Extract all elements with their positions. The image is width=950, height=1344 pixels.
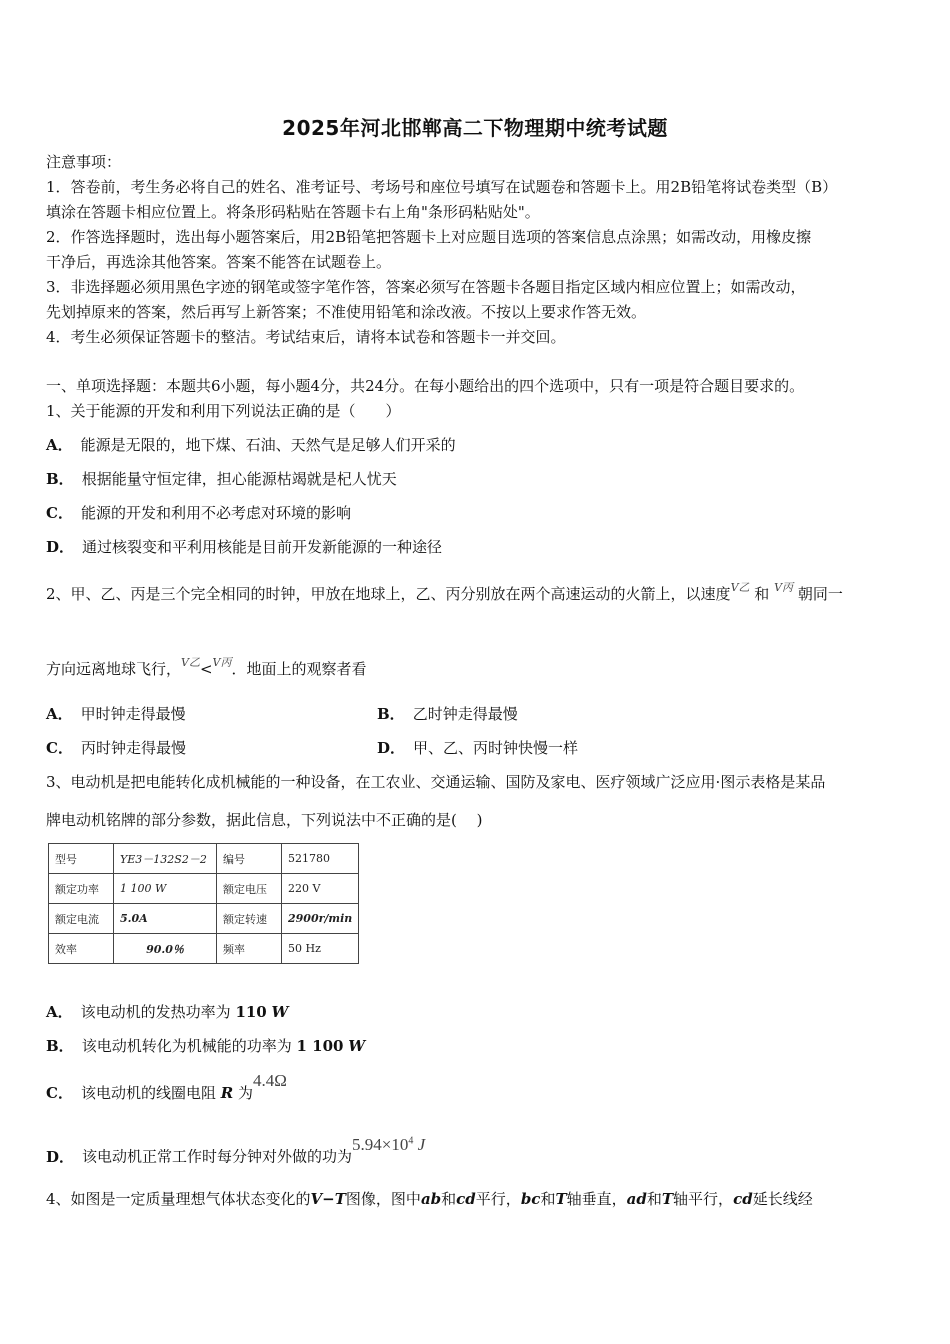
q4-p3: 和 [441,1190,457,1208]
q4-cd2: cd [733,1190,753,1208]
option-text: 丙时钟走得最慢 [80,739,186,757]
table-row [49,874,359,904]
notice-line-4: 干净后，再选涂其他答案。答案不能答在试题卷上。 [46,253,392,271]
q4-p5: 和 [540,1190,556,1208]
option-label: B． [46,470,74,488]
q2-v-bing: V丙 [774,581,794,594]
notice-line-5: 3．非选择题必须用黑色字迹的钢笔或签字笔作答，答案必须写在答题卡各题目指定区域内相应位置上；如需改动， [46,278,806,296]
table-cell: 型号 [49,844,114,874]
q4-p2: 图像，图中 [345,1190,421,1208]
formula-exp: 4 [408,1135,414,1146]
table-cell: 5.0A [114,904,217,934]
q2-v-yi-2: V乙 [181,656,200,669]
option-text: 该电动机正常工作时每分钟对外做的功为 [82,1147,353,1166]
q4-p4: 平行， [475,1190,521,1208]
formula-unit: J [417,1134,426,1154]
option-value: 110 [235,1003,267,1021]
q2-lt: < [199,660,213,678]
option-text: 甲时钟走得最慢 [80,705,186,723]
notice-line-1: 1．答卷前，考生务必将自己的姓名、准考证号、考场号和座位号填写在试题卷和答题卡上。用2B铅笔将试卷类型（B） [46,178,838,196]
q4-p9: 延长线经 [752,1190,813,1208]
formula-base: 5.94×10 [352,1134,409,1154]
option-text: 乙时钟走得最慢 [412,705,518,723]
q2-v-bing-2: V丙 [212,656,232,669]
q1-option-b [46,469,397,489]
q4-ad: ad [626,1190,647,1208]
option-label: C． [46,739,73,757]
q2-stem-part1: 2、甲、乙、丙是三个完全相同的时钟，甲放在地球上，乙、丙分别放在两个高速运动的火箭上，以速度 [46,585,731,603]
option-unit: W [348,1037,366,1055]
table-row [49,844,359,874]
option-text2: 为 [238,1084,254,1102]
q1-option-d [46,537,442,557]
q4-p7: 和 [646,1190,662,1208]
table-cell: 频率 [217,934,282,964]
q3-d-formula [352,1135,425,1154]
q3-option-c [46,1071,287,1103]
motor-spec-table [48,843,359,964]
option-label: C． [46,1084,73,1102]
option-text: 能源是无限的，地下煤、石油、天然气是足够人们开采的 [80,436,456,454]
q2-and: 和 [754,585,770,603]
option-text: 根据能量守恒定律，担心能源枯竭就是杞人忧天 [81,470,397,488]
section1-heading: 一、单项选择题：本题共6小题，每小题4分，共24分。在每小题给出的四个选项中，只有一项是符合题目要求的。 [46,377,805,395]
notice-line-7: 4．考生必须保证答题卡的整洁。考试结束后，请将本试卷和答题卡一并交回。 [46,328,566,346]
option-label: B． [46,1037,74,1055]
notice-line-6: 先划掉原来的答案，然后再写上新答案；不准使用铅笔和涂改液。不按以上要求作答无效。 [46,303,647,321]
q4-p1: 4、如图是一定质量理想气体状态变化的 [46,1190,311,1208]
table-cell: 额定电流 [49,904,114,934]
option-value: 1 100 [296,1037,344,1055]
table-cell: 1 100 W [114,874,217,904]
q1-stem: 1、关于能源的开发和利用下列说法正确的是（ ） [46,402,401,420]
q2-option-c [46,738,186,758]
table-row [49,904,359,934]
table-cell: 额定转速 [217,904,282,934]
notice-line-3: 2．作答选择题时，选出每小题答案后，用2B铅笔把答题卡上对应题目选项的答案信息点涂黑；如需改动，用橡皮擦 [46,228,812,246]
option-label: D． [46,1147,75,1166]
option-label: C． [46,504,73,522]
q4-p6: 轴垂直， [566,1190,627,1208]
option-text: 该电动机的发热功率为 [80,1003,231,1021]
table-cell: 编号 [217,844,282,874]
option-text: 通过核裂变和平利用核能是目前开发新能源的一种途径 [82,538,443,556]
q2-option-b [377,704,518,724]
q2-option-d [377,738,578,758]
option-unit: W [271,1003,289,1021]
table-cell: 90.0％ [114,934,217,964]
q4-t1: T [555,1190,567,1208]
q4-cd: cd [456,1190,476,1208]
q2-v-yi: V乙 [730,581,750,594]
q3-stem-line-1: 3、电动机是把电能转化成机械能的一种设备，在工农业、交通运输、国防及家电、医疗领域广泛应用·图示表格是某品 [46,773,826,791]
option-label: B． [377,705,405,723]
notice-heading: 注意事项： [46,153,122,171]
q1-option-c [46,503,351,523]
option-text: 能源的开发和利用不必考虑对环境的影响 [80,504,351,522]
page-title: 2025年河北邯郸高二下物理期中统考试题 [282,116,668,140]
q3-option-b [46,1036,365,1056]
q3-c-formula: 4.4Ω [253,1071,287,1090]
q4-ab: ab [420,1190,442,1208]
table-cell: 220 V [282,874,359,904]
option-label: D． [377,739,406,757]
table-row [49,934,359,964]
q4-p8: 轴平行， [673,1190,734,1208]
option-text: 甲、乙、丙时钟快慢一样 [413,739,579,757]
q2-option-a [46,704,186,724]
q2-stem-line-1 [46,581,843,606]
option-label: D． [46,538,75,556]
option-text: 该电动机的线圈电阻 [80,1084,216,1102]
table-cell: 效率 [49,934,114,964]
q1-option-a [46,435,456,455]
option-text: 该电动机转化为机械能的功率为 [81,1037,292,1055]
notice-line-2: 填涂在答题卡相应位置上。将条形码粘贴在答题卡右上角"条形码粘贴处"。 [46,203,540,221]
option-label: A． [46,705,73,723]
table-cell: 50 Hz [282,934,359,964]
option-label: A． [46,436,73,454]
table-cell: 额定电压 [217,874,282,904]
q4-stem-line-1 [46,1189,813,1209]
q4-t2: T [661,1190,674,1208]
q2-stem-part2: 朝同一 [797,585,843,603]
q2-stem-line2-b: ．地面上的观察者看 [231,660,367,678]
table-cell: 521780 [282,844,359,874]
table-cell: YE3－132S2－2 [114,844,217,874]
q3-stem-line-2: 牌电动机铭牌的部分参数，据此信息，下列说法中不正确的是( ) [46,811,483,829]
q4-bc: bc [520,1190,541,1208]
table-cell: 2900r/min [282,904,359,934]
q3-option-a [46,1002,288,1022]
option-label: A． [46,1003,73,1021]
q2-stem-line-2 [46,656,367,681]
q3-option-d [46,1134,426,1167]
q2-stem-line2-a: 方向远离地球飞行， [46,660,182,678]
option-var: R [220,1084,234,1102]
q4-vt: V−T [310,1190,346,1208]
table-cell: 额定功率 [49,874,114,904]
